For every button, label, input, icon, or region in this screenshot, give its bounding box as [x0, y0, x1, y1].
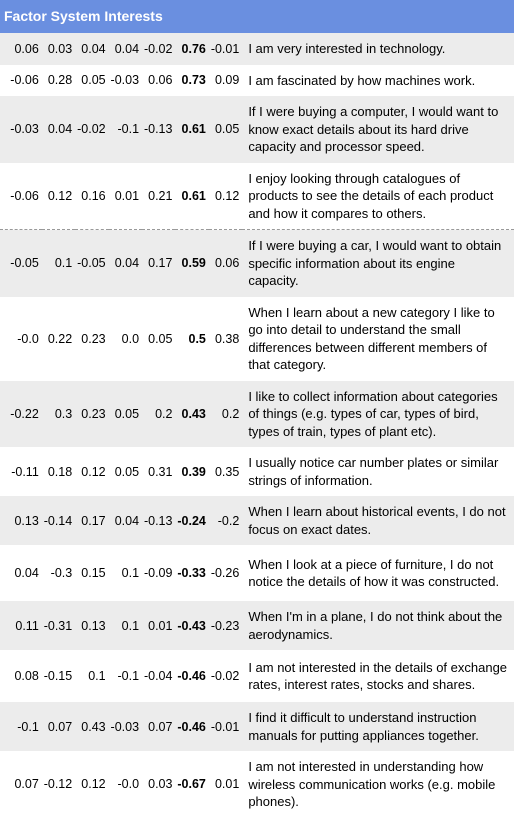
table-row — [0, 751, 514, 818]
loading-cell-factor-2: -0.14 — [42, 496, 75, 545]
loading-cell-factor-5: 0.01 — [142, 601, 175, 650]
loading-cell-factor-3: -0.05 — [75, 230, 108, 297]
loading-cell-factor-2: -0.31 — [42, 601, 75, 650]
loading-cell-factor-6: -0.46 — [177, 669, 206, 683]
loading-cell-factor-2: 0.07 — [42, 702, 75, 751]
loading-cell-factor-5: 0.2 — [142, 381, 175, 448]
item-text: When I learn about a new category I like to go into detail to understand the small differences between different members of that category. — [248, 304, 495, 372]
loading-cell-factor-6: 0.5 — [188, 331, 206, 346]
loading-cell-factor-2: 0.1 — [42, 230, 75, 297]
loading-cell-factor-5: 0.21 — [142, 163, 175, 230]
item-text: I am very interested in technology. — [242, 33, 514, 65]
table-row — [0, 96, 514, 163]
loading-cell-factor-2: 0.04 — [42, 96, 75, 163]
loading-cell-factor-4: 0.05 — [114, 464, 140, 479]
loading-cell-factor-3: 0.43 — [75, 702, 108, 751]
loading-cell-factor-4: 0.04 — [109, 33, 142, 65]
item-text: I find it difficult to understand instruction manuals for putting appliances together. — [242, 702, 514, 751]
loading-cell-factor-7: -0.01 — [209, 33, 242, 65]
loading-cell-factor-4: 0.04 — [109, 496, 142, 545]
table-row — [0, 33, 514, 65]
loading-cell-factor-4: 0.1 — [121, 566, 140, 580]
loading-cell-factor-3: 0.23 — [81, 331, 106, 346]
item-text: I am not interested in understanding how wireless communication works (e.g. mobile phones). — [248, 759, 496, 809]
table-row — [0, 447, 514, 496]
loading-cell-factor-5: 0.07 — [142, 702, 175, 751]
loading-cell-factor-3: 0.13 — [75, 601, 108, 650]
table-row — [0, 702, 514, 751]
loading-cell-factor-3: 0.04 — [75, 33, 108, 65]
table-row — [0, 163, 514, 230]
loading-cell-factor-1: -0.06 — [10, 73, 39, 88]
item-text: If I were buying a computer, I would want to know exact details about its hard drive capacity and processor speed. — [242, 96, 514, 163]
loading-cell-factor-4: -0.03 — [109, 702, 142, 751]
loading-cell-factor-3: 0.12 — [81, 464, 106, 479]
loading-cell-factor-1: -0.03 — [0, 96, 42, 163]
loading-cell-factor-1: -0.05 — [0, 230, 42, 297]
item-text: I am not interested in the details of exchange rates, interest rates, stocks and shares. — [248, 659, 508, 692]
item-text: I enjoy looking through catalogues of products to see the details of each product and how it compares to others. — [242, 163, 514, 230]
loading-cell-factor-5: -0.04 — [143, 669, 173, 683]
loading-cell-factor-7: -0.02 — [210, 669, 240, 683]
table-row — [0, 381, 514, 448]
loading-cell-factor-7: 0.12 — [209, 163, 242, 230]
loading-cell-factor-6: -0.46 — [175, 702, 208, 751]
loading-cell-factor-6: -0.67 — [177, 777, 206, 792]
loading-cell-factor-2: 0.3 — [42, 381, 75, 448]
loading-cell-factor-7: -0.01 — [209, 702, 242, 751]
loading-cell-factor-4: 0.01 — [109, 163, 142, 230]
loading-cell-factor-4: 0.04 — [109, 230, 142, 297]
loading-cell-factor-5: 0.05 — [148, 331, 173, 346]
loading-cell-factor-2: -0.15 — [43, 669, 73, 683]
loading-cell-factor-5: 0.03 — [148, 777, 173, 792]
loading-cell-factor-3: 0.05 — [81, 73, 106, 88]
loading-cell-factor-1: 0.08 — [14, 669, 39, 683]
loading-cell-factor-5: 0.17 — [142, 230, 175, 297]
item-text: I like to collect information about categories of things (e.g. types of car, types of bird, types of train, types of plant etc). — [242, 381, 514, 448]
loading-cell-factor-4: -0.03 — [110, 73, 140, 88]
item-text: When I'm in a plane, I do not think about the aerodynamics. — [242, 601, 514, 650]
loading-cell-factor-6: -0.43 — [175, 601, 208, 650]
table-row — [0, 230, 514, 297]
loading-cell-factor-1: 0.06 — [0, 33, 42, 65]
loading-cell-factor-7: 0.06 — [209, 230, 242, 297]
loading-cell-factor-4: -0.1 — [117, 669, 140, 683]
loading-cell-factor-2: -0.12 — [43, 777, 73, 792]
loading-cell-factor-7: 0.35 — [214, 464, 240, 479]
loading-cell-factor-1: 0.04 — [14, 566, 39, 580]
loading-cell-factor-1: -0.1 — [0, 702, 42, 751]
table-row — [0, 65, 514, 97]
loading-cell-factor-2: 0.12 — [42, 163, 75, 230]
loading-cell-factor-6: -0.33 — [177, 566, 206, 580]
loading-cell-factor-3: -0.02 — [75, 96, 108, 163]
loading-cell-factor-2: 0.22 — [47, 331, 73, 346]
loading-cell-factor-3: 0.16 — [75, 163, 108, 230]
loading-cell-factor-1: -0.11 — [11, 464, 39, 479]
loading-cell-factor-6: 0.43 — [175, 381, 208, 448]
loading-cell-factor-1: -0.22 — [0, 381, 42, 448]
loading-cell-factor-3: 0.1 — [88, 669, 106, 683]
loading-cell-factor-1: 0.07 — [14, 777, 39, 792]
loading-cell-factor-7: -0.23 — [209, 601, 242, 650]
item-text: When I learn about historical events, I do not focus on exact dates. — [242, 496, 514, 545]
loading-cell-factor-1: -0.0 — [17, 331, 39, 346]
loading-cell-factor-6: -0.24 — [175, 496, 208, 545]
loading-cell-factor-6: 0.59 — [175, 230, 208, 297]
loading-cell-factor-7: 0.01 — [214, 777, 240, 792]
loading-cell-factor-5: 0.06 — [148, 73, 173, 88]
loading-cell-factor-7: 0.2 — [209, 381, 242, 448]
table-row — [0, 601, 514, 650]
loading-cell-factor-4: 0.1 — [109, 601, 142, 650]
loading-cell-factor-4: -0.1 — [109, 96, 142, 163]
loading-cell-factor-3: 0.23 — [75, 381, 108, 448]
loading-cell-factor-6: 0.61 — [175, 163, 208, 230]
item-text: I usually notice car number plates or similar strings of information. — [248, 455, 499, 488]
loading-cell-factor-5: -0.09 — [143, 566, 173, 580]
loading-cell-factor-5: 0.31 — [148, 464, 173, 479]
table-row — [0, 545, 514, 601]
loading-cell-factor-1: -0.06 — [0, 163, 42, 230]
loading-cell-factor-1: 0.11 — [0, 601, 42, 650]
loading-cell-factor-2: 0.28 — [47, 73, 73, 88]
loading-cell-factor-4: 0.0 — [121, 331, 140, 346]
item-text: I am fascinated by how machines work. — [248, 72, 476, 88]
table-row — [0, 297, 514, 381]
item-text: If I were buying a car, I would want to obtain specific information about its engine capacity. — [242, 230, 514, 297]
loading-cell-factor-7: -0.2 — [209, 496, 242, 545]
loading-cell-factor-4: 0.05 — [109, 381, 142, 448]
loading-cell-factor-5: -0.02 — [142, 33, 175, 65]
table-title: Factor System Interests — [0, 0, 514, 33]
loading-cell-factor-6: 0.76 — [175, 33, 208, 65]
loading-cell-factor-2: 0.18 — [47, 464, 73, 479]
table-row — [0, 650, 514, 702]
factor-loadings-table — [0, 33, 514, 818]
loading-cell-factor-5: -0.13 — [142, 496, 175, 545]
loading-cell-factor-6: 0.73 — [181, 73, 206, 88]
loading-cell-factor-4: -0.0 — [117, 777, 140, 792]
loading-cell-factor-6: 0.39 — [181, 464, 206, 479]
loading-cell-factor-3: 0.15 — [81, 566, 106, 580]
loading-cell-factor-7: 0.09 — [214, 73, 240, 88]
loading-cell-factor-1: 0.13 — [0, 496, 42, 545]
table-row — [0, 496, 514, 545]
loading-cell-factor-3: 0.17 — [75, 496, 108, 545]
loading-cell-factor-2: 0.03 — [42, 33, 75, 65]
loading-cell-factor-7: 0.38 — [214, 331, 240, 346]
loading-cell-factor-7: 0.05 — [209, 96, 242, 163]
item-text: When I look at a piece of furniture, I do not notice the details of how it was constructed. — [248, 556, 500, 589]
loading-cell-factor-7: -0.26 — [210, 566, 240, 580]
loading-cell-factor-2: -0.3 — [50, 566, 73, 580]
loading-cell-factor-6: 0.61 — [175, 96, 208, 163]
loading-cell-factor-5: -0.13 — [142, 96, 175, 163]
loading-cell-factor-3: 0.12 — [81, 777, 106, 792]
